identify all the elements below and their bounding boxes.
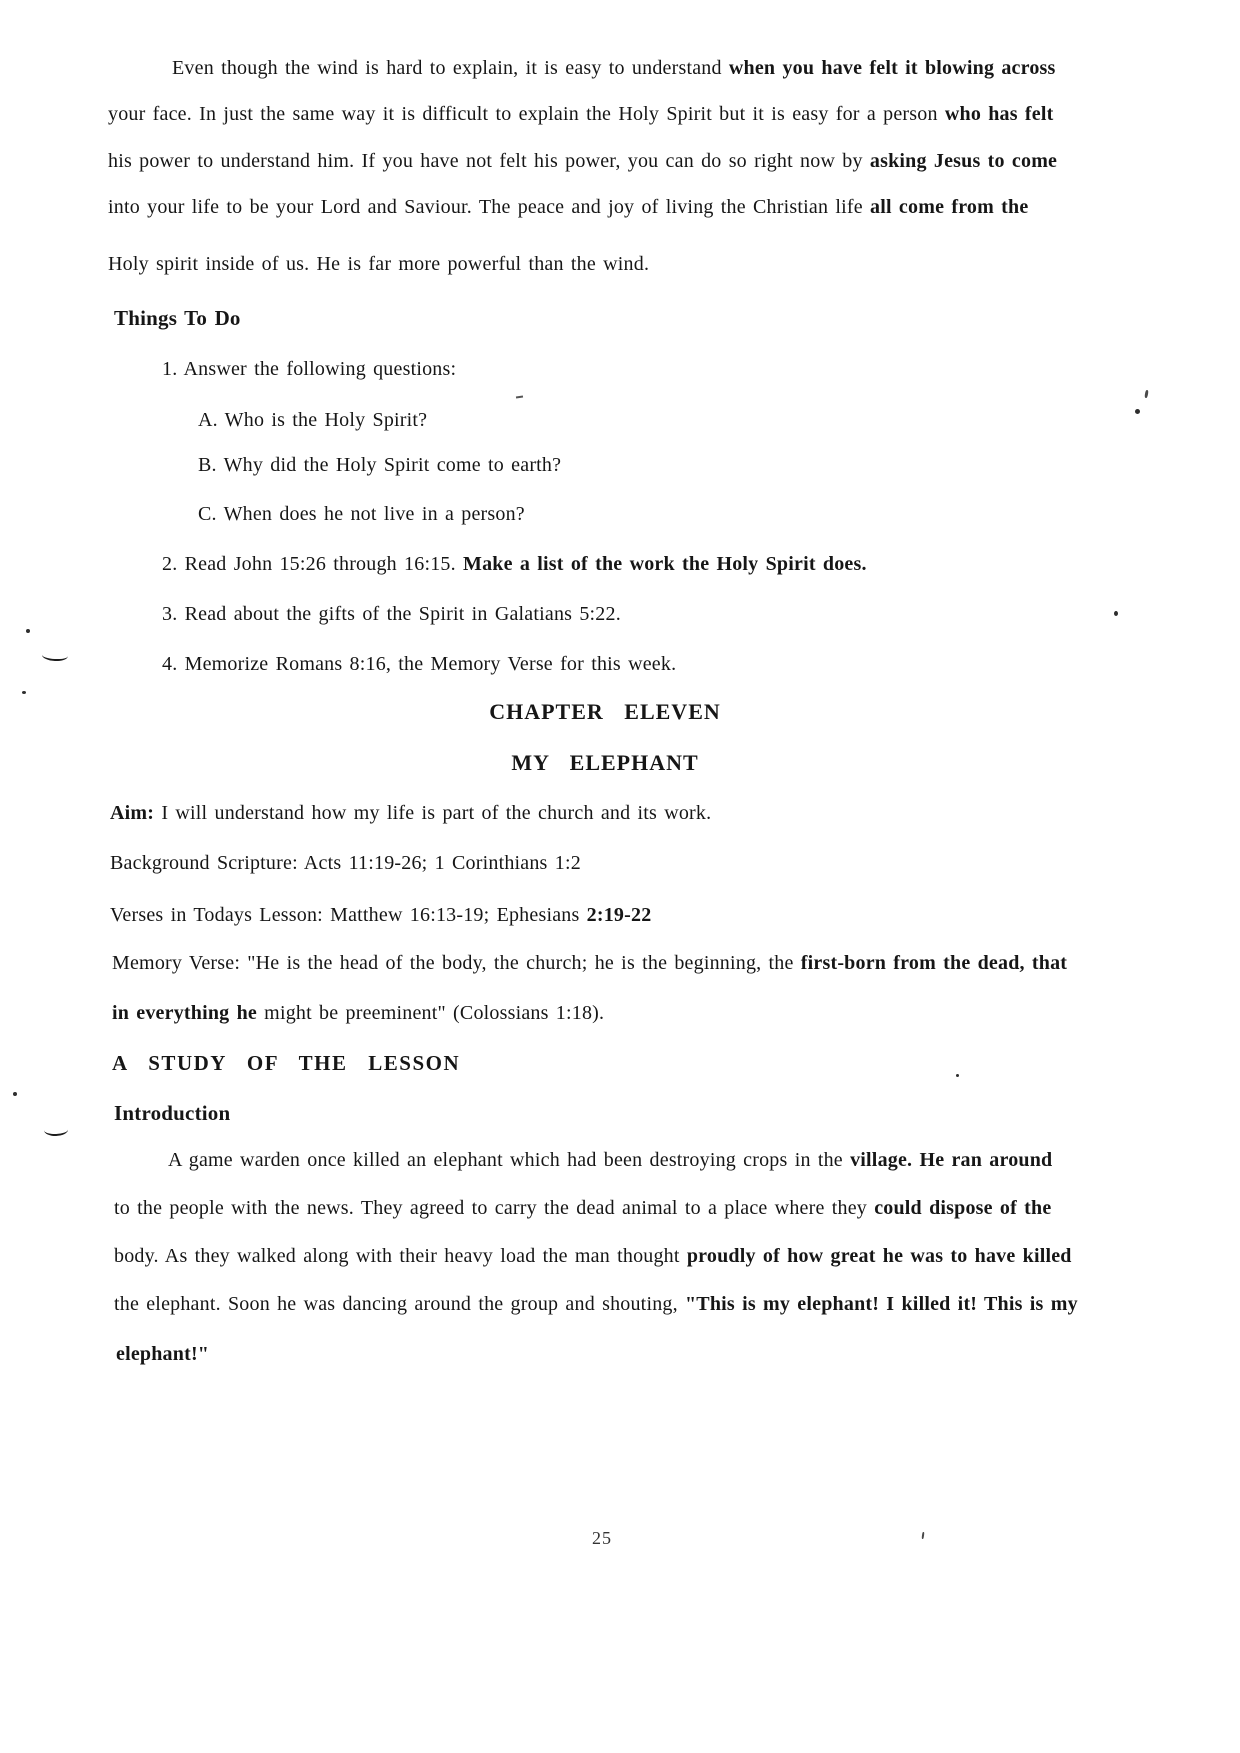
- text-segment: A game warden once killed an elephant which had been destroying crops in the: [168, 1149, 851, 1171]
- text-segment: Things To Do: [114, 306, 241, 330]
- scan-speck: [516, 396, 523, 399]
- text-line: [116, 1341, 209, 1367]
- text-segment: could dispose of the: [874, 1197, 1052, 1219]
- text-segment: Memory Verse: "He is the head of the body, the church; he is the beginning, the: [112, 952, 801, 974]
- text-line: [110, 850, 581, 876]
- text-segment: his power to understand him. If you have not felt his power, you can do so right now by: [108, 150, 870, 172]
- text-line: [114, 1243, 1072, 1269]
- text-line: [198, 407, 427, 433]
- text-line: [198, 452, 561, 478]
- text-line: [198, 501, 525, 527]
- text-segment: Even though the wind is hard to explain, it is easy to understand: [172, 57, 729, 79]
- text-segment: into your life to be your Lord and Saviour. The peace and joy of living the Christian life: [108, 196, 871, 218]
- scan-speck: [26, 629, 30, 633]
- text-segment: 2. Read John 15:26 through 16:15.: [162, 553, 464, 575]
- text-line: [112, 950, 1067, 976]
- text-segment: elephant!": [116, 1343, 210, 1365]
- text-segment: asking Jesus to come: [869, 150, 1058, 172]
- text-segment: 1. Answer the following questions:: [162, 358, 457, 380]
- text-segment: Background Scripture: Acts 11:19-26; 1 Corinthians 1:2: [110, 852, 581, 874]
- text-line: [110, 902, 651, 928]
- scan-speck: [1144, 390, 1148, 398]
- scan-speck: [922, 1532, 925, 1539]
- text-line: [172, 55, 1056, 81]
- text-segment: 3. Read about the gifts of the Spirit in Galatians 5:22.: [162, 603, 621, 625]
- text-segment: 4. Memorize Romans 8:16, the Memory Verse for this week.: [162, 653, 677, 675]
- text-line: [168, 1147, 1052, 1173]
- text-segment: all come from the: [870, 196, 1029, 218]
- text-segment: B. Why did the Holy Spirit come to earth?: [198, 454, 562, 476]
- text-segment: your face. In just the same way it is difficult to explain the Holy Spirit but it is easy for a person: [108, 103, 945, 125]
- text-segment: I will understand how my life is part of the church and its work.: [154, 802, 712, 824]
- scan-speck: [42, 649, 69, 661]
- text-line: [114, 1195, 1051, 1221]
- text-line: [162, 651, 676, 677]
- text-line: [108, 148, 1057, 174]
- text-segment: A STUDY OF THE LESSON: [112, 1051, 461, 1075]
- text-segment: when you have felt it blowing across: [728, 57, 1056, 79]
- text-segment: village. He ran around: [850, 1149, 1053, 1171]
- scan-speck: [1114, 611, 1118, 616]
- text-line: [108, 251, 649, 277]
- text-segment: who has felt: [944, 103, 1054, 125]
- heading-line: [110, 750, 1100, 776]
- heading-line: [114, 305, 241, 331]
- heading-line: [110, 699, 1100, 725]
- text-segment: Verses in Todays Lesson: Matthew 16:13-19; Ephesians: [110, 904, 587, 926]
- text-segment: Holy spirit inside of us. He is far more powerful than the wind.: [108, 253, 650, 275]
- text-segment: Introduction: [114, 1101, 231, 1125]
- text-segment: in everything he: [112, 1002, 257, 1024]
- heading-line: [114, 1100, 230, 1126]
- text-segment: C. When does he not live in a person?: [198, 503, 525, 525]
- text-line: [114, 1291, 1078, 1317]
- text-segment: first-born from the dead, that: [800, 952, 1068, 974]
- text-line: [108, 101, 1054, 127]
- text-line: [108, 194, 1028, 220]
- text-segment: "This is my elephant! I killed it! This is my: [685, 1293, 1078, 1315]
- text-line: [162, 601, 621, 627]
- scan-speck: [1135, 409, 1140, 414]
- scan-speck: [44, 1124, 68, 1137]
- text-segment: Aim:: [110, 802, 155, 824]
- text-segment: proudly of how great he was to have killed: [686, 1245, 1072, 1267]
- text-line: [162, 551, 867, 577]
- text-segment: 2:19-22: [586, 904, 652, 926]
- text-segment: CHAPTER ELEVEN: [489, 699, 721, 724]
- text-segment: to the people with the news. They agreed to carry the dead animal to a place where they: [114, 1197, 875, 1219]
- text-line: [162, 356, 456, 382]
- text-segment: the elephant. Soon he was dancing around the group and shouting,: [114, 1293, 685, 1315]
- text-line: [110, 800, 711, 826]
- heading-line: [112, 1050, 460, 1076]
- text-segment: MY ELEPHANT: [511, 750, 699, 775]
- text-segment: Make a list of the work the Holy Spirit does.: [463, 553, 867, 575]
- scan-speck: [13, 1092, 17, 1096]
- text-segment: might be preeminent" (Colossians 1:18).: [256, 1002, 605, 1024]
- text-segment: A. Who is the Holy Spirit?: [198, 409, 428, 431]
- page-number: 25: [592, 1528, 612, 1548]
- scan-speck: [956, 1074, 959, 1077]
- text-line: [112, 1000, 604, 1026]
- text-segment: body. As they walked along with their heavy load the man thought: [114, 1245, 687, 1267]
- scan-speck: [22, 691, 26, 694]
